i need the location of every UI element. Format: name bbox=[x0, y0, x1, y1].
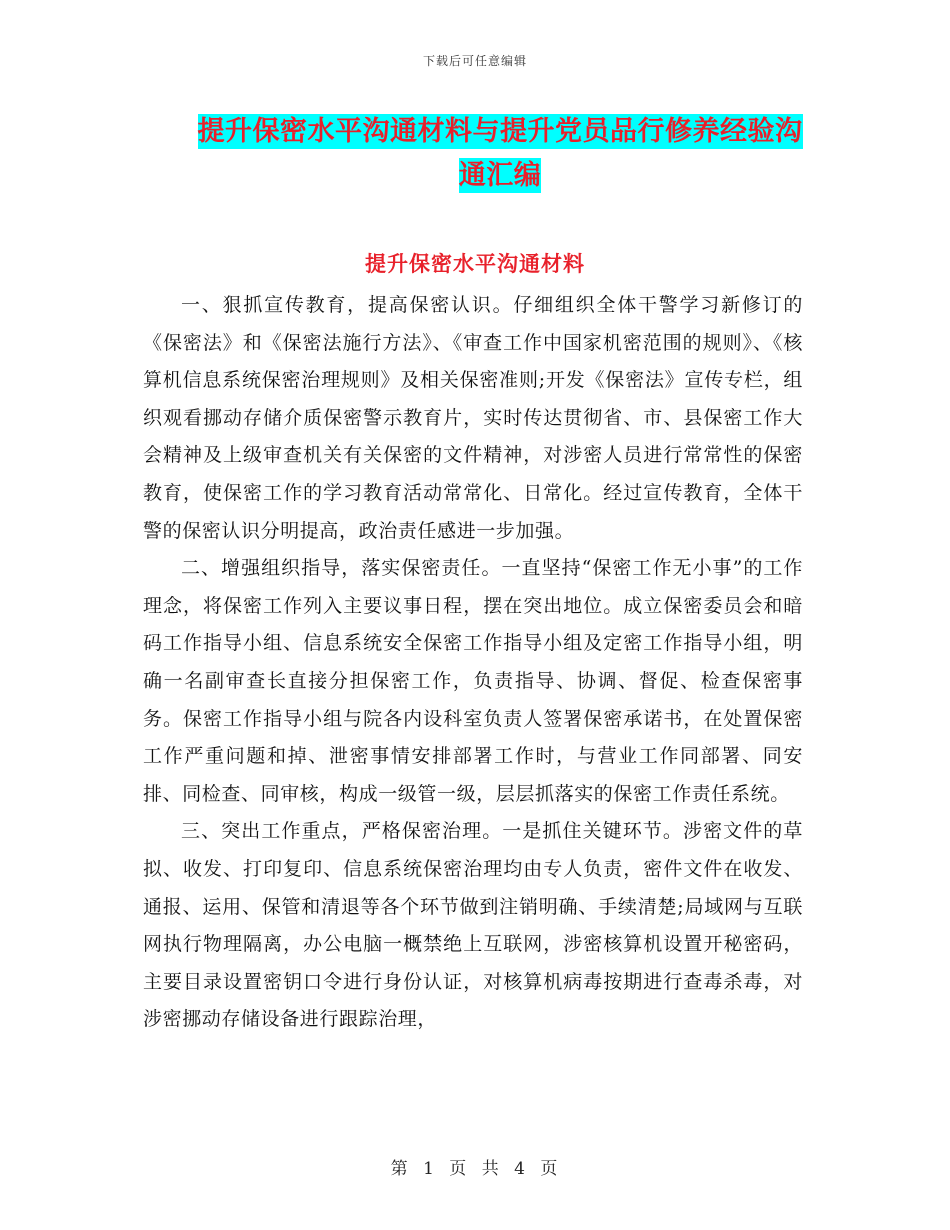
document-title bbox=[190, 110, 810, 198]
paragraph-3: 三、突出工作重点，严格保密治理。一是抓住关键环节。涉密文件的草拟、收发、打印复印、信息系统保密治理均由专人负责，密件文件在收发、通报、运用、保管和清退等各个环节做到注销明确、手续清楚;局域网与互联网执行物理隔离，办公电脑一概禁绝上互联网，涉密核算机设置开秘密码，主要目录设置密钥口令进行身份认证，对核算机病毒按期进行查毒杀毒，对涉密挪动存储设备进行跟踪治理， bbox=[143, 820, 803, 1031]
paragraph-2: 二、增强组织指导，落实保密责任。一直坚持“保密工作无小事”的工作理念，将保密工作列入主要议事日程，摆在突出地位。成立保密委员会和暗码工作指导小组、信息系统安全保密工作指导小组及定密工作指导小组，明确一名副审查长直接分担保密工作，负责指导、协调、督促、检查保密事务。保密工作指导小组与院各内设科室负责人签署保密承诺书，在处置保密工作严重问题和掉、泄密事情安排部署工作时，与营业工作同部署、同安排、同检查、同审核，构成一级管一级，层层抓落实的保密工作责任系统。 bbox=[143, 557, 803, 805]
section-title: 提升保密水平沟通材料 bbox=[365, 251, 585, 276]
document-title-text: 提升保密水平沟通材料与提升党员品行修养经验沟通汇编 bbox=[197, 116, 803, 191]
paragraph-1: 一、狠抓宣传教育，提高保密认识。仔细组织全体干警学习新修订的《保密法》和《保密法施行方法》、《审查工作中国家机密范围的规则》、《核算机信息系统保密治理规则》及相关保密准则;开发《保密法》宣传专栏，组织观看挪动存储介质保密警示教育片，实时传达贯彻省、市、县保密工作大会精神及上级审查机关有关保密的文件精神，对涉密人员进行常常性的保密教育，使保密工作的学习教育活动常常化、日常化。经过宣传教育，全体干警的保密认识分明提高，政治责任感进一步加强。 bbox=[143, 294, 803, 542]
document-body bbox=[143, 287, 803, 1039]
page-number: 第 1 页 共 4 页 bbox=[390, 1159, 560, 1179]
header-note: 下载后可任意编辑 bbox=[422, 54, 527, 68]
